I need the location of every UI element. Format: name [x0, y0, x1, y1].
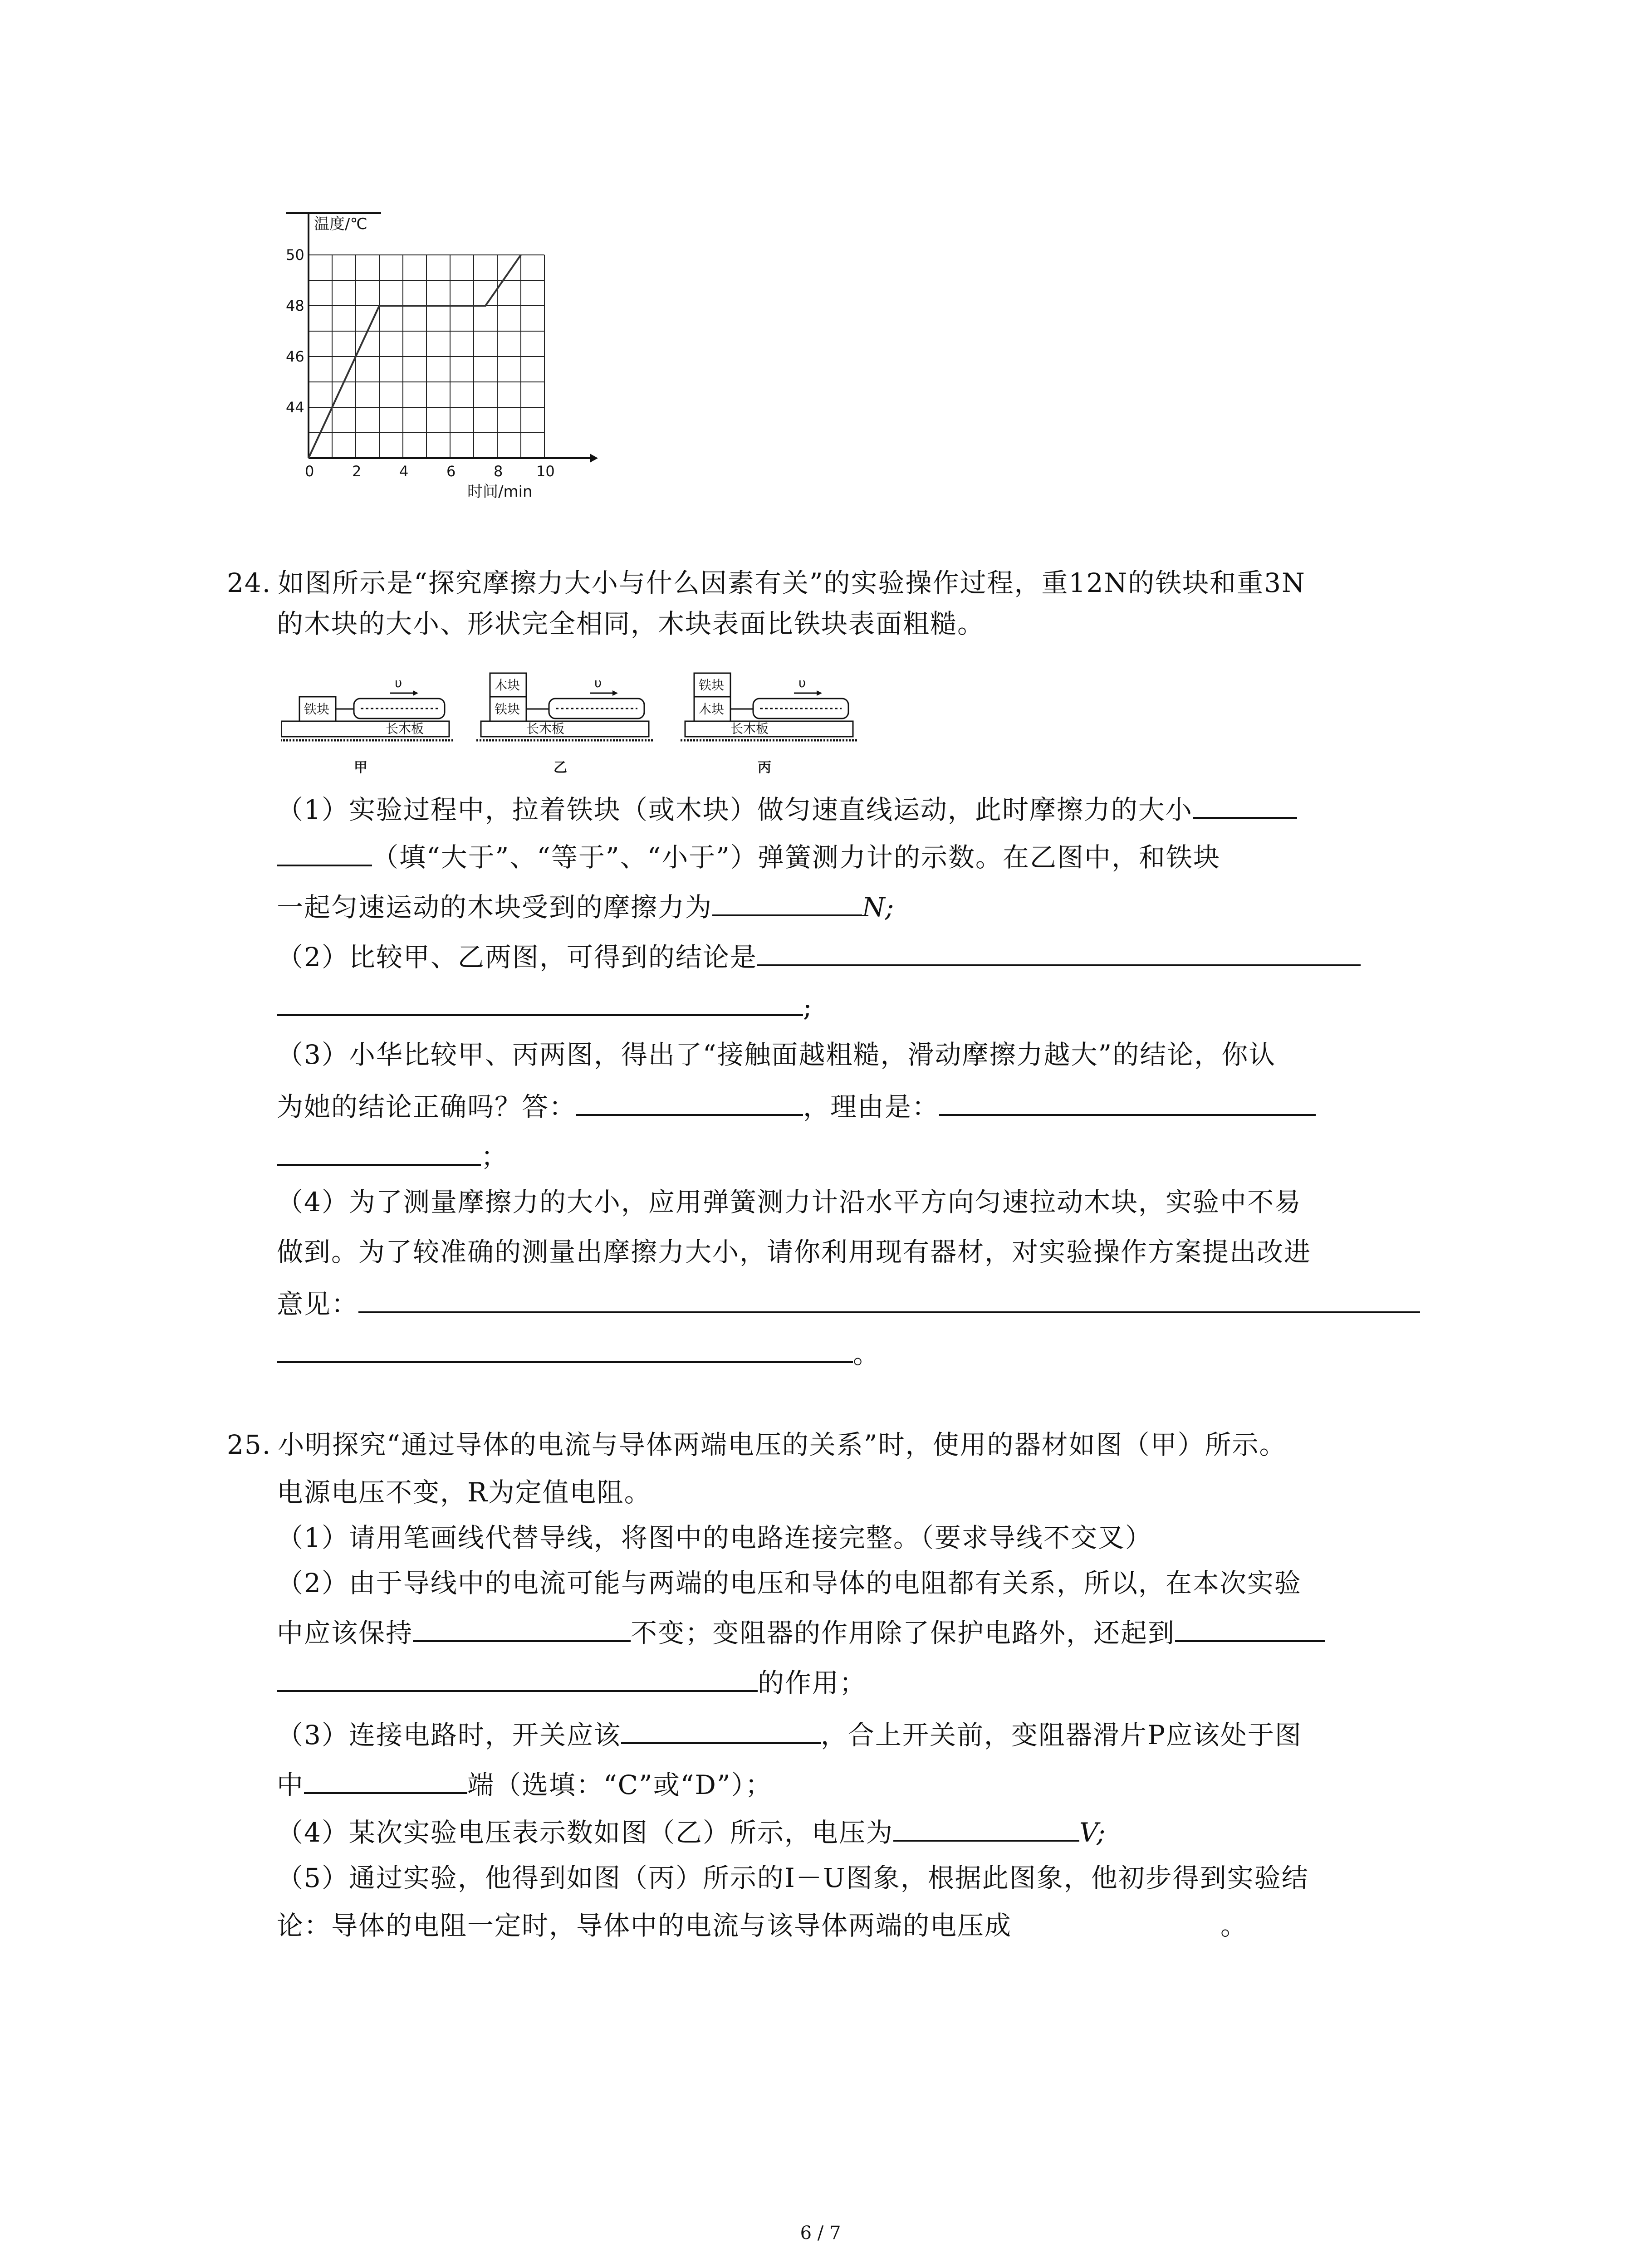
board-jia	[281, 721, 449, 737]
iron-label-jia: 铁块	[304, 702, 330, 717]
q24-p1-line-1	[277, 792, 1297, 826]
q25-p2-blank-1[interactable]	[413, 1615, 631, 1642]
q25-p2-text-a: 中应该保持	[277, 1618, 413, 1648]
velocity-jia: υ	[395, 675, 402, 690]
x-tick-label: 2	[352, 463, 362, 480]
q25-p2-blank-2-cont[interactable]	[277, 1665, 758, 1692]
q24-p3-blank-answer[interactable]	[576, 1089, 803, 1116]
q24-p2-line-2	[277, 989, 813, 1023]
q25-stem-line-1	[227, 1429, 1287, 1461]
q25-p4-unit: V;	[1079, 1817, 1107, 1848]
q24-p3-line-3	[277, 1139, 508, 1173]
q24-p1-line-2	[277, 839, 1220, 873]
q25-p3-text-c: 中	[277, 1769, 304, 1800]
setup-bing	[681, 673, 857, 776]
label-bing: 丙	[758, 760, 771, 776]
q24-stem-line-1	[227, 567, 1306, 599]
q24-p4-end: 。	[853, 1339, 881, 1369]
velocity-yi: υ	[594, 675, 602, 690]
iron-label-yi: 铁块	[495, 702, 520, 717]
q25-p2-line-1: （2）由于导线中的电流可能与两端的电压和导体的电阻都有关系，所以，在本次实验	[277, 1568, 1302, 1598]
q24-p2-blank-cont[interactable]	[277, 989, 803, 1016]
q25-p3-blank-1[interactable]	[621, 1717, 821, 1744]
x-tick-label: 0	[305, 463, 314, 480]
q24-p3-line-1: （3）小华比较甲、丙两图，得出了“接触面越粗糙，滑动摩擦力越大”的结论，你认	[277, 1039, 1276, 1070]
q24-p4-line-4	[277, 1336, 880, 1370]
chart-grid	[309, 255, 544, 458]
q25-p3-text-d: 端（选填：“C”或“D”）；	[467, 1769, 773, 1800]
q25-p5-line-2	[277, 1910, 1248, 1941]
q25-p2-end: 的作用；	[758, 1667, 867, 1698]
q24-p1-blank-1[interactable]	[1193, 792, 1297, 819]
q25-p2-line-3	[277, 1665, 867, 1699]
q24-p1-unit: N;	[862, 892, 895, 923]
y-tick-label: 50	[286, 246, 304, 264]
q24-number: 24.	[227, 567, 272, 598]
q24-p1-text-1: （1）实验过程中，拉着铁块（或木块）做匀速直线运动，此时摩擦力的大小	[277, 794, 1193, 825]
board-label-bing: 长木板	[730, 721, 769, 736]
x-tick-label: 4	[399, 463, 409, 480]
q25-p2-blank-2[interactable]	[1175, 1615, 1325, 1642]
x-tick-label: 8	[494, 463, 503, 480]
page-number: 6 / 7	[800, 2223, 841, 2244]
q25-stem-line-2: 电源电压不变，R为定值电阻。	[277, 1477, 652, 1508]
wood-label-bing: 木块	[699, 702, 725, 717]
q24-p1-blank-2[interactable]	[712, 889, 862, 916]
q24-p4-line-3	[277, 1286, 1420, 1320]
q24-p3-text-a: 为她的结论正确吗？答：	[277, 1091, 577, 1122]
q24-p3-blank-reason-cont[interactable]	[277, 1139, 481, 1166]
q24-p1-text-3: 一起匀速运动的木块受到的摩擦力为	[277, 892, 713, 923]
q24-p2-end: ;	[803, 992, 813, 1022]
q25-p5-end: 。	[1220, 1910, 1248, 1941]
q24-p4-blank-cont[interactable]	[277, 1336, 853, 1363]
board-label-jia: 长木板	[386, 721, 424, 736]
y-tick-label: 44	[286, 399, 304, 416]
q25-p3-text-a: （3）连接电路时，开关应该	[277, 1720, 621, 1750]
q24-p3-blank-reason[interactable]	[939, 1089, 1316, 1116]
q24-p2-blank[interactable]	[757, 939, 1361, 966]
q24-p4-line-2: 做到。为了较准确的测量出摩擦力大小，请你利用现有器材，对实验操作方案提出改进	[277, 1237, 1312, 1267]
label-jia: 甲	[354, 760, 367, 776]
y-tick-label: 46	[286, 348, 304, 365]
q24-p2-line-1	[277, 939, 1361, 973]
label-yi: 乙	[554, 760, 567, 776]
q25-number: 25.	[227, 1429, 272, 1460]
board-bing	[685, 721, 853, 737]
friction-experiment-figure	[281, 653, 871, 780]
q24-p1-text-2: （填“大于”、“等于”、“小于”）弹簧测力计的示数。在乙图中，和铁块	[372, 842, 1220, 873]
x-tick-label: 10	[536, 463, 555, 480]
q24-p3-text-b: ，理由是：	[803, 1091, 940, 1122]
q25-p3-blank-2[interactable]	[304, 1767, 467, 1794]
q25-p1-line: （1）请用笔画线代替导线，将图中的电路连接完整。（要求导线不交叉）	[277, 1522, 1152, 1553]
q24-p4-text: 意见：	[277, 1289, 359, 1320]
q25-p3-line-2	[277, 1767, 773, 1801]
q24-p4-line-1: （4）为了测量摩擦力的大小，应用弹簧测力计沿水平方向匀速拉动木块，实验中不易	[277, 1187, 1302, 1217]
q24-p2-text: （2）比较甲、乙两图，可得到的结论是	[277, 942, 757, 973]
x-axis-arrow	[590, 454, 598, 463]
chart-ticks	[286, 246, 555, 480]
iron-label-bing: 铁块	[699, 678, 725, 693]
y-axis-label: 温度/℃	[314, 215, 367, 233]
q24-stem-line-2: 的木块的大小、形状完全相同，木块表面比铁块表面粗糙。	[277, 608, 985, 639]
q25-p5-line-1: （5）通过实验，他得到如图（丙）所示的I－U图象，根据此图象，他初步得到实验结	[277, 1862, 1309, 1893]
q25-p2-line-2	[277, 1615, 1325, 1649]
q25-stem-1: 小明探究“通过导体的电流与导体两端电压的关系”时，使用的器材如图（甲）所示。	[278, 1429, 1287, 1460]
q25-p3-line-1	[277, 1717, 1302, 1751]
q24-stem-1: 如图所示是“探究摩擦力大小与什么因素有关”的实验操作过程，重12N的铁块和重3N	[278, 567, 1306, 598]
x-tick-label: 6	[446, 463, 456, 480]
q25-p4-text: （4）某次实验电压表示数如图（乙）所示，电压为	[277, 1817, 893, 1848]
setup-yi	[476, 673, 653, 776]
setup-jia	[281, 675, 454, 776]
q24-p3-line-2	[277, 1089, 1316, 1123]
q24-p1-blank-1-cont[interactable]	[277, 839, 372, 866]
q24-p4-blank[interactable]	[358, 1286, 1420, 1313]
y-tick-label: 48	[286, 297, 304, 314]
q25-p2-text-b: 不变；变阻器的作用除了保护电路外，还起到	[631, 1618, 1176, 1648]
q24-p3-end: ；	[481, 1141, 509, 1172]
q25-p5-text: 论：导体的电阻一定时，导体中的电流与该导体两端的电压成	[277, 1910, 1012, 1941]
board-yi	[481, 721, 649, 737]
q24-p1-line-3	[277, 889, 895, 923]
board-label-yi: 长木板	[526, 721, 565, 736]
q25-p4-blank[interactable]	[893, 1814, 1079, 1842]
x-axis-label: 时间/min	[467, 483, 533, 501]
q25-p3-text-b: ，合上开关前，变阻器滑片P应该处于图	[820, 1720, 1302, 1750]
q25-p4-line	[277, 1814, 1107, 1848]
velocity-bing: υ	[798, 675, 806, 690]
wood-label-yi: 木块	[495, 678, 520, 693]
temperature-time-chart	[272, 206, 599, 508]
